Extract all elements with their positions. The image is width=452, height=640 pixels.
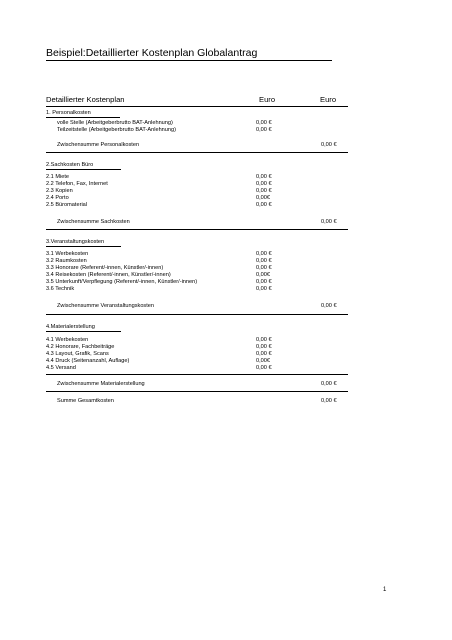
section-heading-personalkosten: 1. Personalkosten — [46, 110, 91, 116]
line-item-label: 4.1 Werbekosten — [46, 337, 89, 343]
section-heading-veranstaltungskosten: 3.Veranstaltungskosten — [46, 239, 105, 245]
section-heading-materialerstellung: 4.Materialerstellung — [46, 324, 95, 330]
total-value: 0,00 € — [321, 398, 337, 404]
section-divider — [46, 229, 348, 230]
line-item-value: 0,00 € — [256, 286, 272, 292]
line-item-label: 2.4 Porto — [46, 195, 69, 201]
table-header-euro-1: Euro — [259, 95, 276, 104]
subtotal-value: 0,00 € — [321, 219, 337, 225]
subtotal-value: 0,00 € — [321, 142, 337, 148]
line-item-label: 4.3 Layout, Grafik, Scans — [46, 351, 109, 357]
line-item-label: 3.2 Raumkosten — [46, 258, 87, 264]
line-item-label: 3.3 Honorare (Referent/-innen, Künstler/-innen) — [46, 265, 164, 271]
line-item-value: 0,00 € — [256, 202, 272, 208]
section-divider — [46, 314, 348, 315]
header-rule — [46, 106, 348, 107]
line-item-value: 0,00 € — [256, 181, 272, 187]
line-item-label: volle Stelle (Arbeitgeberbrutto BAT-Anlehnung) — [57, 120, 173, 126]
line-item-value: 0,00€ — [256, 272, 270, 278]
subtotal-label: Zwischensumme Veranstaltungskosten — [57, 303, 155, 309]
section-divider — [46, 374, 348, 375]
line-item-value: 0,00 € — [256, 351, 272, 357]
subtotal-label: Zwischensumme Materialerstellung — [57, 381, 145, 387]
line-item-label: 4.5 Versand — [46, 365, 76, 371]
section-heading-sachkosten: 2.Sachkosten Büro — [46, 162, 94, 168]
subtotal-value: 0,00 € — [321, 381, 337, 387]
document-title: Beispiel:Detaillierter Kostenplan Globalantrag — [46, 47, 332, 61]
line-item-label: Teilzeitstelle (Arbeitgeberbrutto BAT-Anlehnung) — [57, 127, 176, 133]
section-heading-underline — [46, 246, 121, 247]
line-item-value: 0,00 € — [256, 120, 272, 126]
line-item-value: 0,00€ — [256, 358, 270, 364]
line-item-value: 0,00 € — [256, 251, 272, 257]
total-label: Summe Gesamtkosten — [57, 398, 114, 404]
section-heading-underline — [46, 331, 121, 332]
line-item-value: 0,00 € — [256, 258, 272, 264]
subtotal-label: Zwischensumme Sachkosten — [57, 219, 130, 225]
section-divider — [46, 391, 348, 392]
line-item-value: 0,00 € — [256, 337, 272, 343]
line-item-label: 2.5 Büromaterial — [46, 202, 88, 208]
line-item-label: 3.4 Reisekosten (Referent/-innen, Künstler/-innen) — [46, 272, 171, 278]
line-item-value: 0,00 € — [256, 265, 272, 271]
line-item-label: 3.5 Unterkunft/Verpflegung (Referent/-innen, Künstler/-innen) — [46, 279, 198, 285]
line-item-label: 2.2 Telefon, Fax, Internet — [46, 181, 108, 187]
page-number: 1 — [383, 587, 387, 593]
line-item-value: 0,00 € — [256, 127, 272, 133]
line-item-value: 0,00 € — [256, 188, 272, 194]
table-header-label: Detaillierter Kostenplan — [46, 95, 125, 104]
line-item-label: 3.1 Werbekosten — [46, 251, 89, 257]
subtotal-value: 0,00 € — [321, 303, 337, 309]
line-item-label: 4.2 Honorare, Fachbeiträge — [46, 344, 115, 350]
line-item-label: 2.1 Miete — [46, 174, 70, 180]
line-item-value: 0,00 € — [256, 174, 272, 180]
line-item-value: 0,00 € — [256, 279, 272, 285]
line-item-value: 0,00 € — [256, 365, 272, 371]
line-item-label: 2.3 Kopien — [46, 188, 73, 194]
line-item-label: 3.6 Technik — [46, 286, 75, 292]
section-heading-underline — [46, 169, 121, 170]
line-item-value: 0,00€ — [256, 195, 270, 201]
line-item-label: 4.4 Druck (Seitenanzahl, Auflage) — [46, 358, 130, 364]
section-divider — [46, 152, 348, 153]
table-header-euro-2: Euro — [320, 95, 337, 104]
line-item-value: 0,00 € — [256, 344, 272, 350]
subtotal-label: Zwischensumme Personalkosten — [57, 142, 140, 148]
section-heading-underline — [46, 117, 120, 118]
